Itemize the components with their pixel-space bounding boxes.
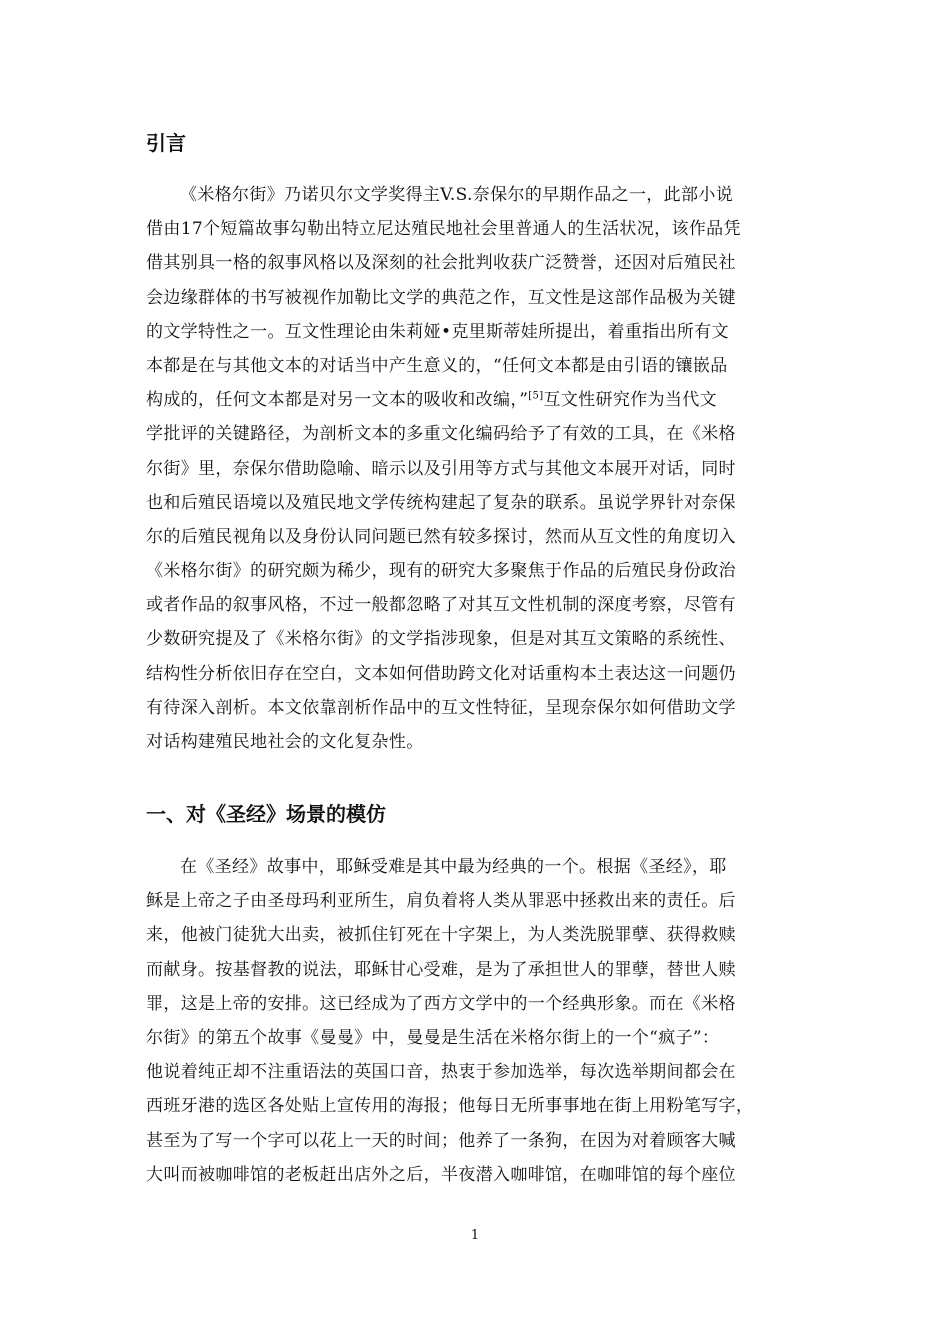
text-line: 对话构建殖民地社会的文化复杂性。 xyxy=(146,732,424,752)
text-line: 《米格尔街》的研究颇为稀少，现有的研究大多聚焦于作品的后殖民身份政治 xyxy=(146,561,736,582)
citation-reference: [5] xyxy=(528,390,544,402)
text-line: 尔的后殖民视角以及身份认同问题已然有较多探讨，然而从互文性的角度切入 xyxy=(146,526,736,547)
text-line: 罪，这是上帝的安排。这已经成为了西方文学中的一个经典形象。而在《米格 xyxy=(146,993,736,1014)
text-segment: 互文性研究作为当代文 xyxy=(543,390,717,411)
page-number: 1 xyxy=(470,1228,480,1243)
text-line: 也和后殖民语境以及殖民地文学传统构建起了复杂的联系。虽说学界针对奈保 xyxy=(146,492,736,513)
text-line: 尔街》的第五个故事《曼曼》中，曼曼是生活在米格尔街上的一个“疯子”： xyxy=(146,1027,720,1048)
text-line: 尔街》里，奈保尔借助隐喻、暗示以及引用等方式与其他文本展开对话，同时 xyxy=(146,458,736,479)
intro-paragraph xyxy=(146,178,826,759)
text-line: 少数研究提及了《米格尔街》的文学指涉现象，但是对其互文策略的系统性、 xyxy=(146,629,736,650)
section-heading-intro: 引言 xyxy=(146,131,186,155)
text-line: 本都是在与其他文本的对话当中产生意义的，“任何文本都是由引语的镶嵌品 xyxy=(146,355,728,376)
text-line: 学批评的关键路径，为剖析文本的多重文化编码给予了有效的工具，在《米格 xyxy=(146,424,736,445)
text-line: 会边缘群体的书写被视作加勒比文学的典范之作，互文性是这部作品极为关键 xyxy=(146,287,736,308)
text-line: 他说着纯正却不注重语法的英国口音，热衷于参加选举，每次选举期间都会在 xyxy=(146,1062,736,1083)
text-line-with-citation xyxy=(146,383,826,417)
text-line: 西班牙港的选区各处贴上宣传用的海报；他每日无所事事地在街上用粉笔写字， xyxy=(146,1096,754,1117)
text-line: 的文学特性之一。互文性理论由朱莉娅•克里斯蒂娃所提出，着重指出所有文 xyxy=(146,321,729,342)
text-line: 《米格尔街》乃诺贝尔文学奖得主V.S.奈保尔的早期作品之一，此部小说 xyxy=(180,185,734,205)
section-heading-one: 一、对《圣经》场景的模仿 xyxy=(146,802,386,826)
text-line: 在《圣经》故事中，耶稣受难是其中最为经典的一个。根据《圣经》，耶 xyxy=(180,857,727,877)
text-line: 或者作品的叙事风格，不过一般都忽略了对其互文性机制的深度考察，尽管有 xyxy=(146,595,736,616)
text-line: 借其别具一格的叙事风格以及深刻的社会批判收获广泛赞誉，还因对后殖民社 xyxy=(146,253,736,274)
text-line: 而献身。按基督教的说法，耶稣甘心受难，是为了承担世人的罪孽，替世人赎 xyxy=(146,959,736,980)
text-line: 甚至为了写一个字可以花上一天的时间；他养了一条狗，在因为对着顾客大喊 xyxy=(146,1130,736,1151)
text-line: 借由17个短篇故事勾勒出特立尼达殖民地社会里普通人的生活状况，该作品凭 xyxy=(146,219,741,240)
section-one-paragraph xyxy=(146,850,826,1192)
text-line: 大叫而被咖啡馆的老板赶出店外之后，半夜潜入咖啡馆，在咖啡馆的每个座位 xyxy=(146,1164,736,1185)
text-line: 来，他被门徒犹大出卖，被抓住钉死在十字架上，为人类洗脱罪孽、获得救赎 xyxy=(146,925,736,946)
text-segment: 构成的，任何文本都是对另一文本的吸收和改编，” xyxy=(146,390,529,411)
text-line: 稣是上帝之子由圣母玛利亚所生，肩负着将人类从罪恶中拯救出来的责任。后 xyxy=(146,891,736,912)
text-line: 结构性分析依旧存在空白，文本如何借助跨文化对话重构本土表达这一问题仍 xyxy=(146,663,736,684)
text-line: 有待深入剖析。本文依靠剖析作品中的互文性特征，呈现奈保尔如何借助文学 xyxy=(146,697,736,718)
